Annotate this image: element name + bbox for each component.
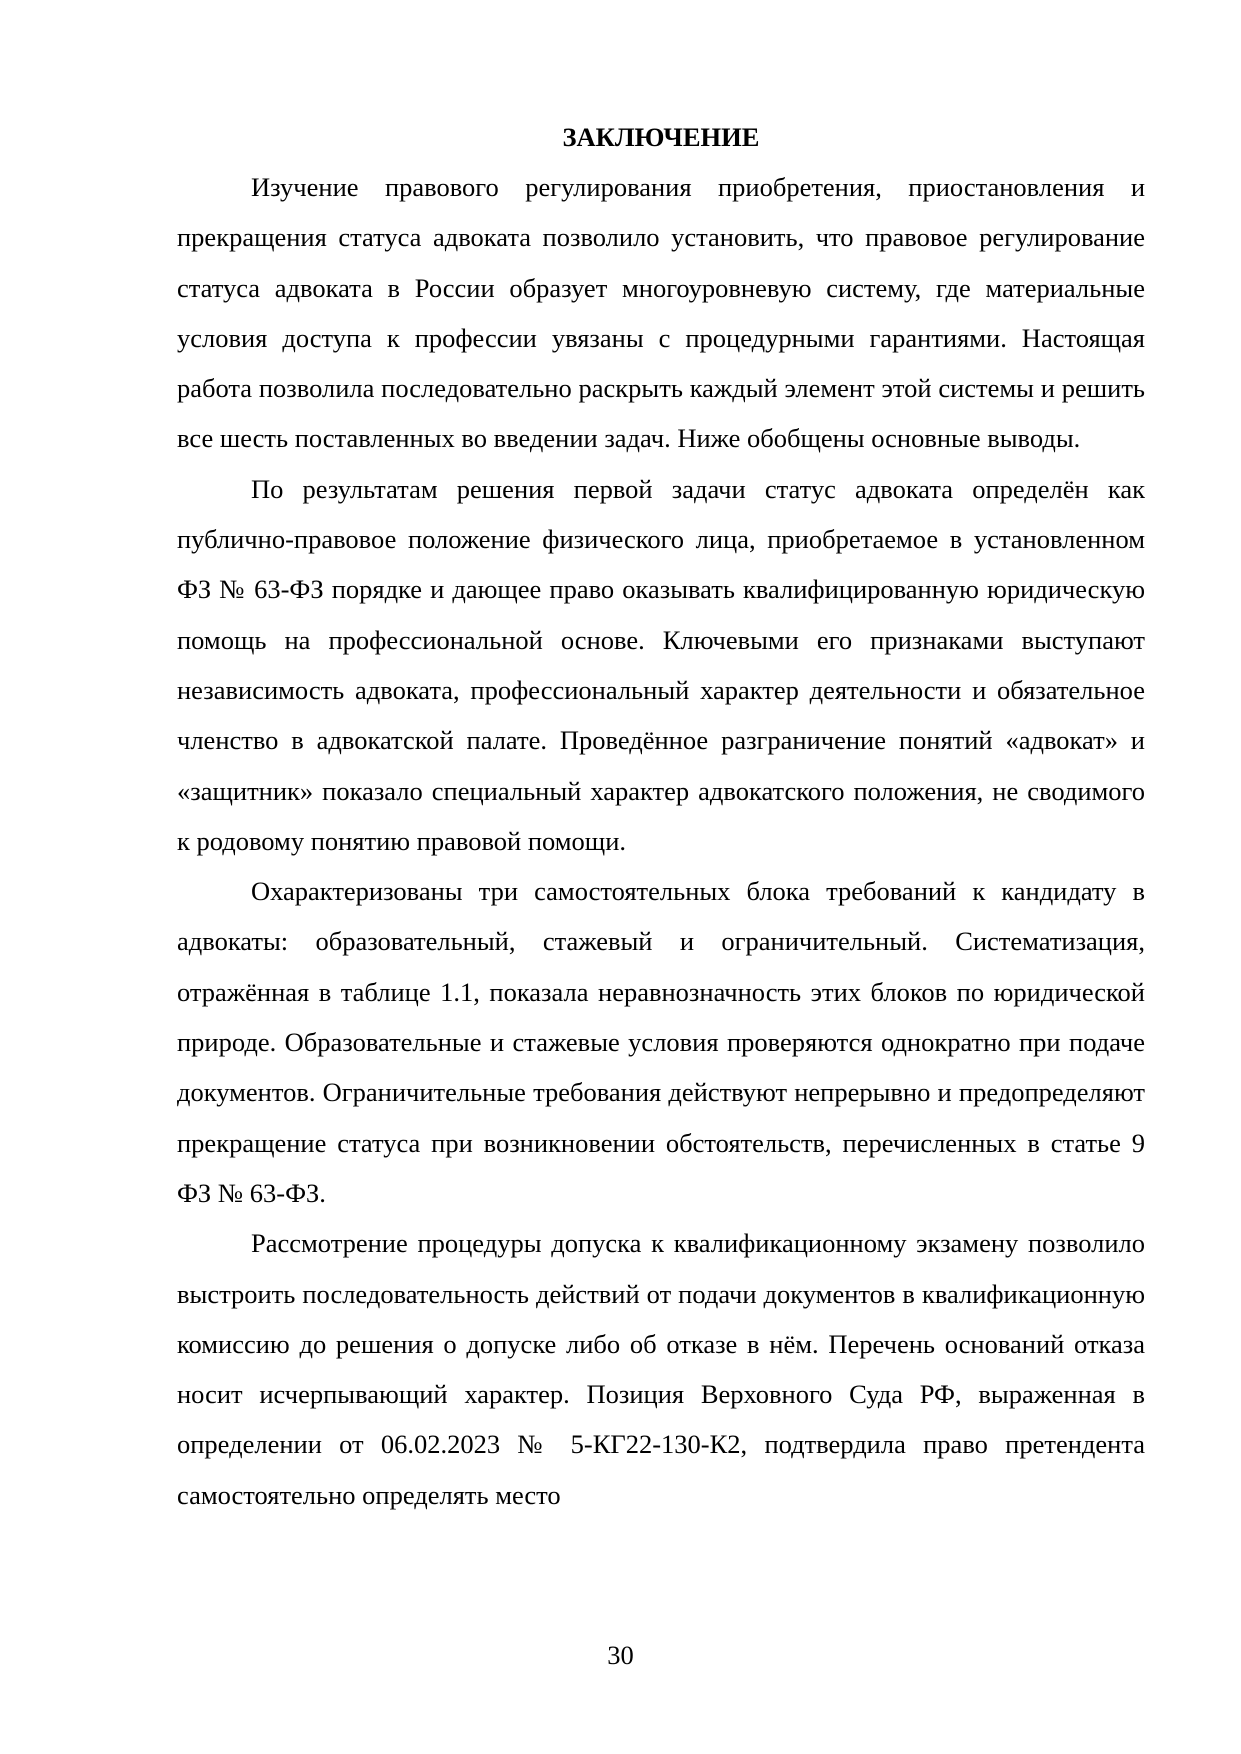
paragraph-intro: Изучение правового регулирования приобретения, приостановления и прекращения статуса адвоката позволило установить, что правовое регулирование статуса адвоката в России образует многоуровневую систему, где материальные условия доступа к профессии увязаны с процедурными гарантиями. Настоящая работа позволила последовательно раскрыть каждый элемент этой системы и решить все шесть поставленных во введении задач. Ниже обобщены основные выводы. bbox=[177, 172, 1145, 454]
page-number: 30 bbox=[607, 1640, 634, 1670]
section-heading: ЗАКЛЮЧЕНИЕ bbox=[562, 122, 760, 152]
paragraph-requirements: Охарактеризованы три самостоятельных блока требований к кандидату в адвокаты: образовательный, стажевый и ограничительный. Систематизация, отражённая в таблице 1.1, показала неравнозначность этих блоков по юридической природе. Образовательные и стажевые условия проверяются однократно при подаче документов. Ограничительные требования действуют непрерывно и предопределяют прекращение статуса при возникновении обстоятельств, перечисленных в статье 9 ФЗ № 63-ФЗ. bbox=[177, 876, 1145, 1208]
paragraph-first-task: По результатам решения первой задачи статус адвоката определён как публично-правовое положение физического лица, приобретаемое в установленном ФЗ № 63-ФЗ порядке и дающее право оказывать квалифицированную юридическую помощь на профессиональной основе. Ключевыми его признаками выступают независимость адвоката, профессиональный характер деятельности и обязательное членство в адвокатской палате. Проведённое разграничение понятий «адвокат» и «защитник» показало специальный характер адвокатского положения, не сводимого к родовому понятию правовой помощи. bbox=[177, 473, 1145, 856]
page-content bbox=[177, 112, 1145, 1520]
paragraph-admission-procedure: Рассмотрение процедуры допуска к квалификационному экзамену позволило выстроить последовательность действий от подачи документов в квалификационную комиссию до решения о допуске либо об отказе в нём. Перечень оснований отказа носит исчерпывающий характер. Позиция Верховного Суда РФ, выраженная в определении от 06.02.2023 № 5-КГ22-130-К2, подтвердила право претендента самостоятельно определять место bbox=[177, 1228, 1145, 1510]
